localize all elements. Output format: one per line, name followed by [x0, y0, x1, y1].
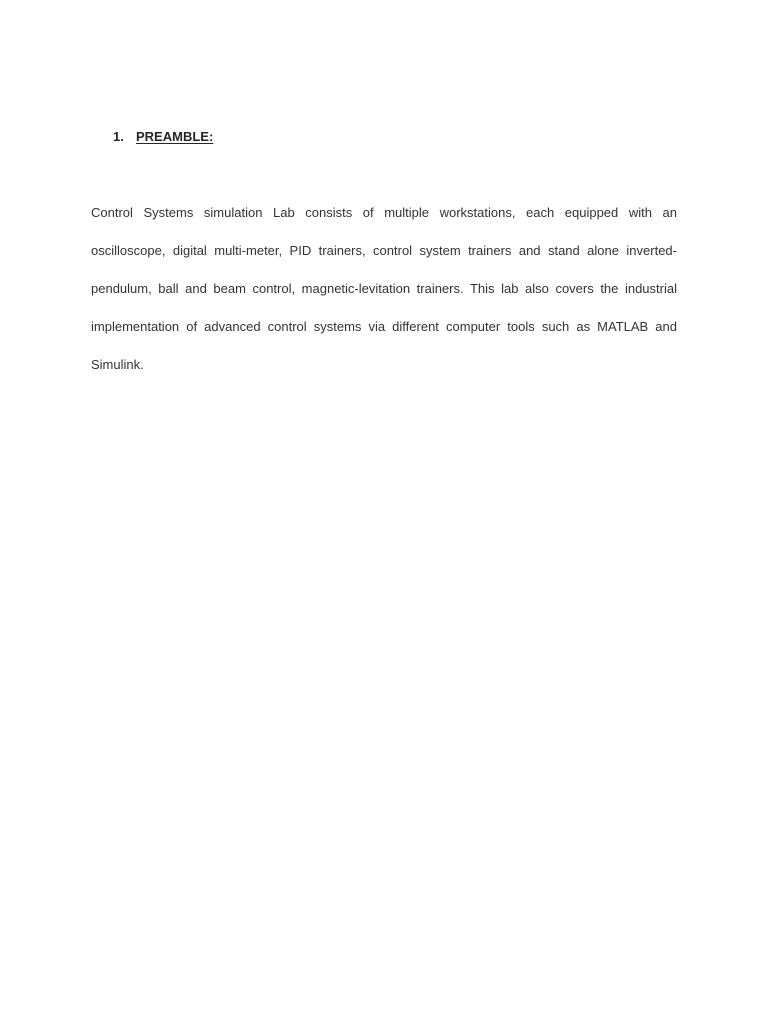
- section-number: 1.: [113, 129, 124, 144]
- section-title: PREAMBLE:: [136, 129, 214, 144]
- preamble-paragraph: Control Systems simulation Lab consists of multiple workstations, each equipped with an oscilloscope, digital multi-meter, PID trainers, control system trainers and stand alone inverted-pendulum, ball and beam control, magnetic-levitation trainers. This lab also covers the industrial implementation of advanced control systems via different computer tools such as MATLAB and Simulink.: [91, 205, 677, 372]
- section-heading: [113, 128, 213, 146]
